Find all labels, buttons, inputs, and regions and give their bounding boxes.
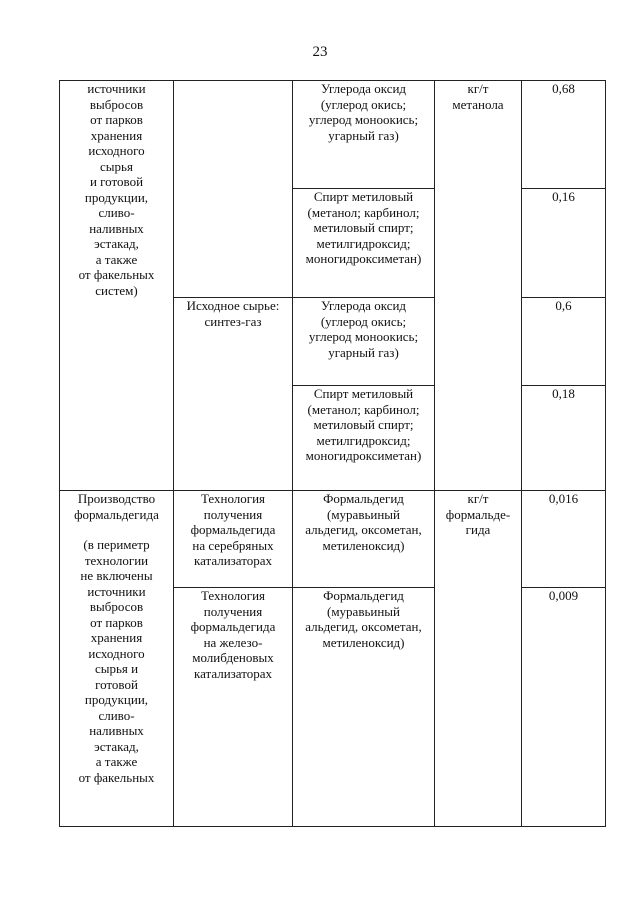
substance-text: Формальдегид (муравьиный альдегид, оксометан, метиленоксид) (305, 588, 422, 650)
substance-text: Углерода оксид (углерод окись; углерод моноокись; угарный газ) (308, 81, 419, 143)
value-text: 0,009 (548, 588, 579, 603)
source-cell-formaldehyde (60, 491, 174, 827)
emissions-table (59, 80, 606, 827)
table-row (60, 491, 606, 588)
substance-text: Спирт метиловый (метанол; карбинол; метиловый спирт; метилгидроксид; моногидроксиметан) (305, 386, 422, 463)
value-cell (522, 588, 606, 827)
substance-cell (293, 189, 435, 298)
substance-cell (293, 81, 435, 189)
substance-cell (293, 588, 435, 827)
tech-text: Технология получения формальдегида на железо- молибденовых катализаторах (190, 588, 276, 681)
value-text: 0,016 (548, 491, 579, 506)
source-text: источники выбросов от парков хранения исходного сырья и готовой продукции, сливо- наливных эстакад, а также от факельных систем) (78, 81, 155, 298)
value-text: 0,6 (555, 298, 572, 313)
tech-cell-ironmoly (174, 588, 293, 827)
tech-cell-syngas (174, 298, 293, 491)
spacer (63, 522, 170, 537)
unit-cell-methanol (435, 81, 522, 491)
tech-text: Исходное сырье: синтез-газ (186, 298, 280, 329)
tech-cell-empty (174, 81, 293, 298)
value-cell (522, 386, 606, 491)
unit-text: кг/т метанола (452, 81, 504, 112)
value-cell (522, 298, 606, 386)
unit-text: кг/т формальде- гида (445, 491, 511, 537)
value-cell (522, 81, 606, 189)
value-cell (522, 491, 606, 588)
substance-cell (293, 298, 435, 386)
substance-text: Спирт метиловый (метанол; карбинол; метиловый спирт; метилгидроксид; моногидроксиметан) (305, 189, 422, 266)
value-text: 0,16 (552, 189, 575, 204)
table-row (60, 81, 606, 189)
tech-cell-silver (174, 491, 293, 588)
substance-cell (293, 386, 435, 491)
value-text: 0,18 (552, 386, 575, 401)
value-text: 0,68 (552, 81, 575, 96)
source-cell-continued (60, 81, 174, 491)
substance-text: Углерода оксид (углерод окись; углерод моноокись; угарный газ) (308, 298, 419, 360)
source-title: Производство формальдегида (74, 491, 159, 522)
substance-text: Формальдегид (муравьиный альдегид, оксометан, метиленоксид) (305, 491, 422, 553)
substance-cell (293, 491, 435, 588)
source-note: (в периметр технологии не включены источники выбросов от парков хранения исходного сырья и готовой продукции, сливо- наливных эстакад, а также от факельных (78, 537, 155, 785)
unit-cell-formaldehyde (435, 491, 522, 827)
tech-text: Технология получения формальдегида на серебряных катализаторах (190, 491, 276, 568)
page-number: 23 (312, 44, 328, 60)
value-cell (522, 189, 606, 298)
